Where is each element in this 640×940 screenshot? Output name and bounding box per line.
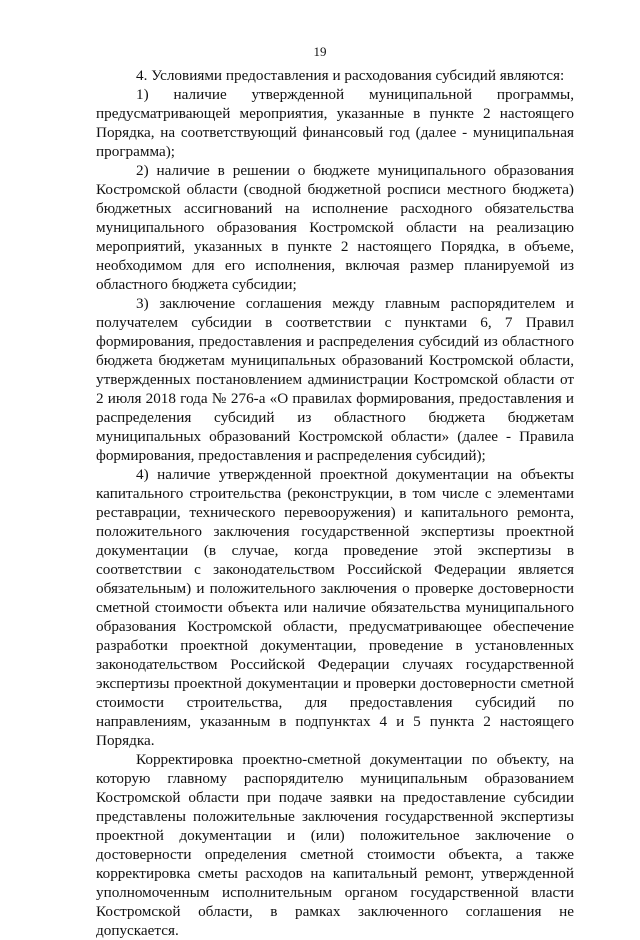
paragraph-correction-rule: Корректировка проектно-сметной документации по объекту, на которую главному распорядителю муниципальным образованием Костромской области при подаче заявки на предоставление субсидии представлены положительные заключения государственной экспертизы проектной документации и (или) положительное заключение о достоверности определения сметной стоимости объекта, а также корректировка сметы расходов на капитальный ремонт, утвержденной уполномоченным исполнительным органом государственной власти Костромской области, в рамках заключенного соглашения не допускается. (96, 751, 574, 939)
paragraph-conditions-intro: 4. Условиями предоставления и расходования субсидий являются: (136, 67, 565, 84)
paragraph-condition-2: 2) наличие в решении о бюджете муниципального образования Костромской области (сводной бюджетной росписи местного бюджета) бюджетных ассигнований на исполнение расходного обязательства муниципального образования Костромской области на реализацию мероприятий, указанных в пункте 2 настоящего Порядка, в объеме, необходимом для его исполнения, включая размер планируемой из областного бюджета субсидии; (96, 162, 574, 293)
page-number: 19 (313, 44, 327, 59)
paragraph-condition-1: 1) наличие утвержденной муниципальной программы, предусматривающей мероприятия, указанные в пункте 2 настоящего Порядка, на соответствующий финансовый год (далее - муниципальная программа); (96, 86, 574, 160)
paragraph-condition-4: 4) наличие утвержденной проектной документации на объекты капитального строительства (реконструкции, в том числе с элементами реставрации, технического перевооружения) и капитального ремонта, положительного заключения государственной экспертизы проектной документации (в случае, когда проведение этой экспертизы в соответствии с законодательством Российской Федерации является обязательным) и положительного заключения о проверке достоверности сметной стоимости объекта или наличие обязательства муниципального образования Костромской области, предусматривающее обеспечение разработки проектной документации, проведение в установленных законодательством Российской Федерации случаях государственной экспертизы проектной документации и проверки достоверности сметной стоимости строительства, для предоставления субсидий по направлениям, указанным в подпунктах 4 и 5 пункта 2 настоящего Порядка. (96, 466, 574, 749)
document-body (96, 66, 574, 940)
paragraph-condition-3: 3) заключение соглашения между главным распорядителем и получателем субсидии в соответствии с пунктами 6, 7 Правил формирования, предоставления и распределения субсидий из областного бюджета бюджетам муниципальных образований Костромской области, утвержденных постановлением администрации Костромской области от 2 июля 2018 года № 276-а «О правилах формирования, предоставления и распределения субсидий из областного бюджета бюджетам муниципальных образований Костромской области» (далее - Правила формирования, предоставления и распределения субсидий); (96, 295, 574, 464)
